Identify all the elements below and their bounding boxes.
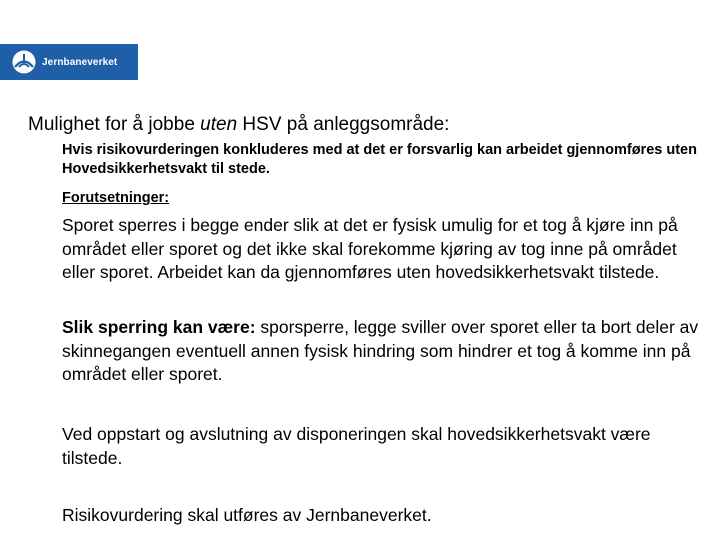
blocking-methods-lead: Slik sperring kan være: [62, 317, 256, 337]
blocking-methods-text: sporsperre, legge sviller over sporet eller ta bort deler av skinnegangen eventuell annen fysisk hindring som hindrer et tog å komme inn på området eller sporet. [62, 317, 699, 384]
risk-assessment-paragraph: Hvis risikovurderingen konkluderes med at det er forsvarlig kan arbeidet gjennomføres uten Hovedsikkerhetsvakt til stede. [62, 142, 697, 177]
startup-paragraph: Ved oppstart og avslutning av disponeringen skal hovedsikkerhetsvakt være tilstede. [62, 424, 651, 468]
jernbaneverket-emblem-icon [12, 50, 36, 74]
track-blocking-paragraph: Sporet sperres i begge ender slik at det er fysisk umulig for et tog å kjøre inn på området eller sporet og det ikke skal forekomme kjøring av tog inne på området eller sporet. Arbeidet kan da gjennomføres uten hovedsikkerhetsvakt tilstede. [62, 215, 678, 282]
logo-text: Jernbaneverket [42, 56, 118, 68]
conditions-label: Forutsetninger: [62, 190, 170, 206]
responsibility-paragraph: Risikovurdering skal utføres av Jernbaneverket. [62, 505, 432, 525]
heading-emphasis: uten [200, 114, 238, 135]
page-heading [28, 113, 449, 137]
heading-text-start: Mulighet for å jobbe [28, 114, 201, 135]
heading-text-end: HSV på anleggsområde: [237, 114, 450, 135]
jernbaneverket-logo [0, 44, 138, 80]
blocking-methods-paragraph [62, 316, 712, 387]
